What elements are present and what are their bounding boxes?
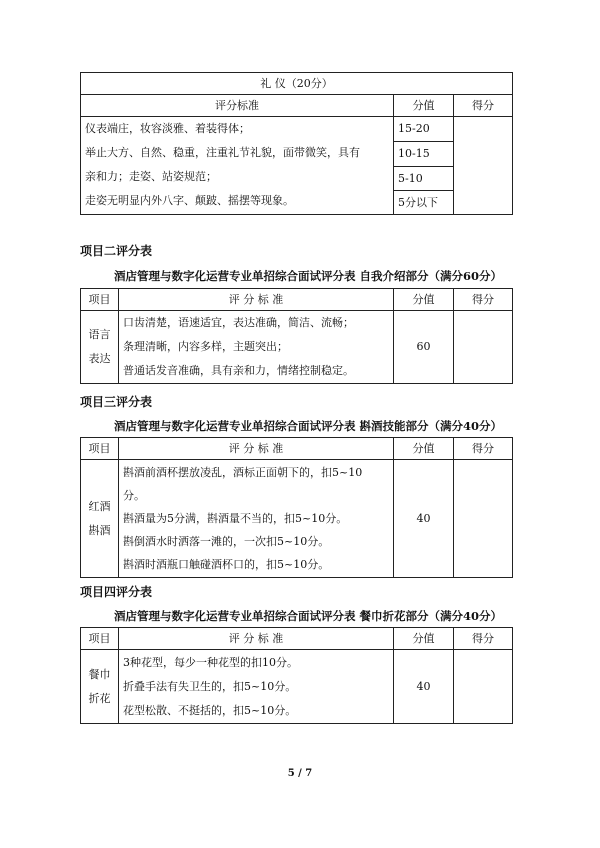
criteria-line: 举止大方、自然、稳重，注重礼节礼貌，面带微笑，具有 bbox=[85, 146, 360, 159]
header-item: 项目 bbox=[81, 628, 119, 650]
project3-heading: 项目三评分表 bbox=[80, 395, 153, 409]
criteria-line: 走姿无明显内外八字、颠跛、摇摆等现象。 bbox=[85, 194, 294, 207]
criteria-line: 斟酒前酒杯摆放凌乱，酒标正面朝下的，扣5~10 bbox=[123, 466, 363, 479]
item-name: 餐巾 折花 bbox=[81, 650, 119, 724]
criteria-cell bbox=[119, 650, 394, 724]
item-name: 语言 表达 bbox=[81, 311, 119, 384]
criteria-line: 亲和力；走姿、站姿规范； bbox=[85, 170, 217, 183]
score-cell bbox=[454, 650, 513, 724]
etiquette-criteria bbox=[81, 117, 394, 215]
header-item: 项目 bbox=[81, 438, 119, 460]
criteria-line: 3种花型，每少一种花型的扣10分。 bbox=[123, 655, 298, 669]
project2-heading: 项目二评分表 bbox=[80, 244, 153, 258]
header-criteria: 评分标准 bbox=[81, 95, 394, 117]
score-cell bbox=[454, 460, 513, 578]
project2-table bbox=[80, 288, 513, 384]
header-value: 分值 bbox=[394, 95, 454, 117]
value-range: 5分以下 bbox=[398, 196, 438, 209]
header-item: 项目 bbox=[81, 289, 119, 311]
criteria-cell bbox=[119, 311, 394, 384]
item-name: 红酒 斟酒 bbox=[81, 460, 119, 578]
header-value: 分值 bbox=[394, 438, 454, 460]
header-value: 分值 bbox=[394, 628, 454, 650]
criteria-line: 斟酒时酒瓶口触碰酒杯口的，扣5~10分。 bbox=[123, 558, 330, 571]
score-cell bbox=[454, 311, 513, 384]
header-criteria: 评 分 标 准 bbox=[119, 628, 394, 650]
project3-caption: 酒店管理与数字化运营专业单招综合面试评分表 斟酒技能部分（满分40分） bbox=[114, 419, 503, 433]
criteria-line: 斟酒量为5分满，斟酒量不当的，扣5~10分。 bbox=[123, 512, 348, 525]
project4-caption: 酒店管理与数字化运营专业单招综合面试评分表 餐巾折花部分（满分40分） bbox=[114, 609, 503, 623]
page-number: 5 / 7 bbox=[287, 768, 313, 779]
criteria-line: 条理清晰，内容多样，主题突出； bbox=[123, 340, 288, 353]
header-score: 得分 bbox=[454, 438, 513, 460]
header-criteria: 评 分 标 准 bbox=[119, 438, 394, 460]
header-score: 得分 bbox=[454, 628, 513, 650]
project4-table bbox=[80, 627, 513, 724]
header-criteria: 评 分 标 准 bbox=[119, 289, 394, 311]
criteria-line: 斟倒酒水时洒落一滩的，一次扣5~10分。 bbox=[123, 535, 330, 548]
project3-table bbox=[80, 437, 513, 578]
value-range: 5-10 bbox=[394, 167, 453, 191]
criteria-line: 分。 bbox=[123, 489, 145, 502]
etiquette-table bbox=[80, 72, 513, 215]
value-cell: 40 bbox=[394, 460, 454, 578]
project4-heading: 项目四评分表 bbox=[80, 585, 153, 599]
criteria-line: 普通话发音准确，具有亲和力，情绪控制稳定。 bbox=[123, 364, 354, 377]
project2-caption: 酒店管理与数字化运营专业单招综合面试评分表 自我介绍部分（满分60分） bbox=[114, 269, 503, 283]
header-value: 分值 bbox=[394, 289, 454, 311]
etiquette-title: 礼 仪（20分） bbox=[81, 73, 513, 95]
header-score: 得分 bbox=[454, 95, 513, 117]
criteria-cell bbox=[119, 460, 394, 578]
criteria-line: 花型松散、不挺括的，扣5~10分。 bbox=[123, 703, 297, 717]
criteria-line: 折叠手法有失卫生的，扣5~10分。 bbox=[123, 679, 297, 693]
criteria-line: 仪表端庄，妆容淡雅、着装得体； bbox=[85, 122, 250, 135]
etiquette-score-cell bbox=[454, 117, 513, 215]
value-cell: 60 bbox=[394, 311, 454, 384]
header-score: 得分 bbox=[454, 289, 513, 311]
value-cell: 40 bbox=[394, 650, 454, 724]
value-range: 10-15 bbox=[394, 142, 453, 167]
value-range: 15-20 bbox=[394, 117, 453, 142]
etiquette-values bbox=[394, 117, 454, 215]
criteria-line: 口齿清楚，语速适宜，表达准确，简洁、流畅； bbox=[123, 316, 354, 329]
